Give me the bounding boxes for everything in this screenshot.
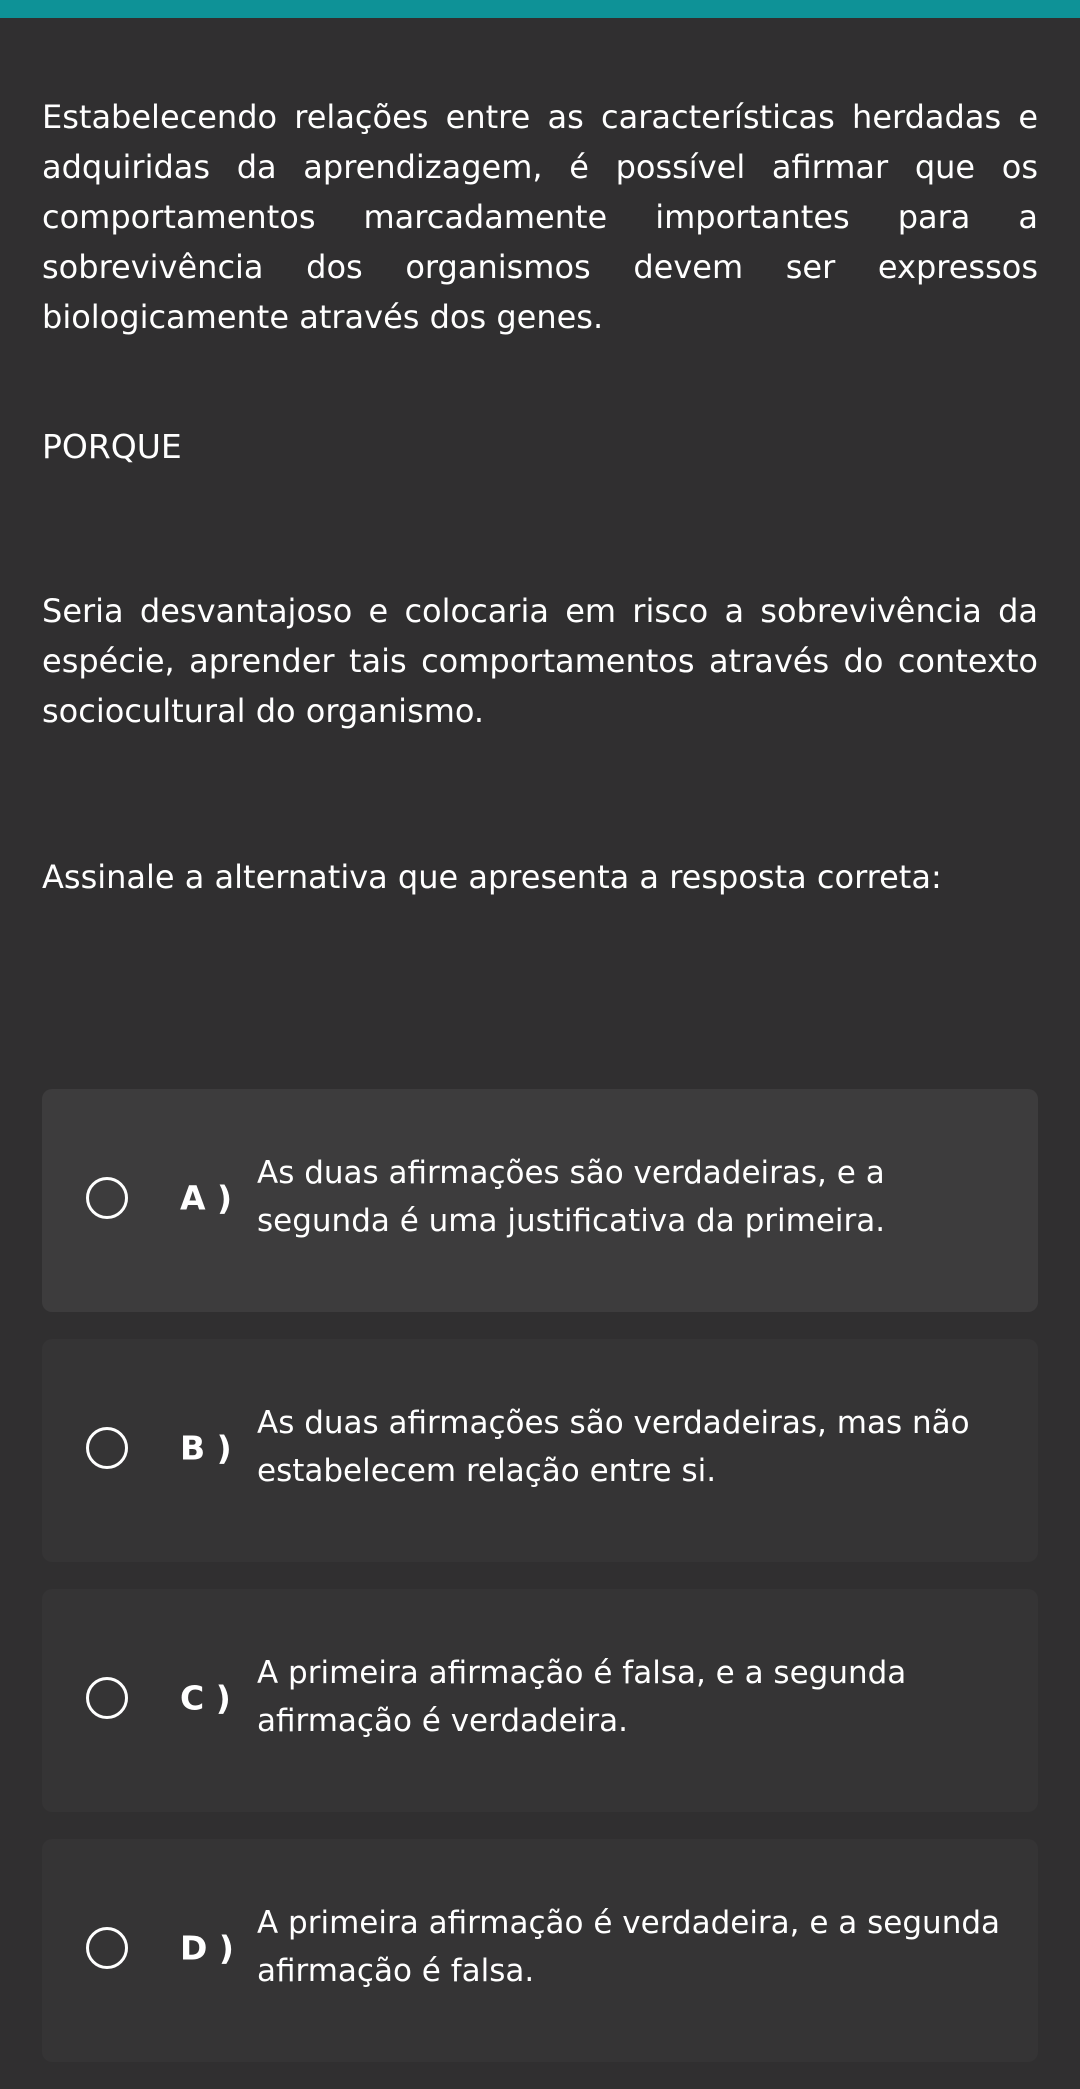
- option-text: A primeira afirmação é verdadeira, e a segunda afirmação é falsa.: [257, 1904, 1001, 1989]
- option-text: As duas afirmações são verdadeiras, mas não estabelecem relação entre si.: [257, 1404, 970, 1489]
- option-b[interactable]: [42, 1339, 1038, 1562]
- option-text: A primeira afirmação é falsa, e a segunda afirmação é verdadeira.: [257, 1654, 907, 1739]
- option-letter: C ): [180, 1678, 231, 1717]
- question-connector: PORQUE: [42, 427, 182, 466]
- option-letter: B ): [180, 1428, 232, 1467]
- question-block: [42, 92, 1038, 902]
- question-statement-2: Seria desvantajoso e colocaria em risco a sobrevivência da espécie, aprender tais comportamentos através do contexto sociocultural do organismo.: [42, 592, 1038, 730]
- answer-options: [42, 1089, 1038, 2089]
- radio-circle-icon[interactable]: [86, 1927, 128, 1969]
- option-text: As duas afirmações são verdadeiras, e a segunda é uma justificativa da primeira.: [257, 1154, 886, 1239]
- option-a[interactable]: [42, 1089, 1038, 1312]
- option-c[interactable]: [42, 1589, 1038, 1812]
- option-letter: D ): [180, 1928, 234, 1967]
- radio-circle-icon[interactable]: [86, 1177, 128, 1219]
- question-statement-1: Estabelecendo relações entre as características herdadas e adquiridas da aprendizagem, é possível afirmar que os comportamentos marcadamente importantes para a sobrevivência dos organismos devem ser expressos biologicamente através dos genes.: [42, 98, 1038, 336]
- top-accent-bar: [0, 0, 1080, 18]
- question-instruction: Assinale a alternativa que apresenta a resposta correta:: [42, 858, 942, 896]
- option-d[interactable]: [42, 1839, 1038, 2062]
- option-letter: A ): [180, 1178, 233, 1217]
- radio-circle-icon[interactable]: [86, 1427, 128, 1469]
- radio-circle-icon[interactable]: [86, 1677, 128, 1719]
